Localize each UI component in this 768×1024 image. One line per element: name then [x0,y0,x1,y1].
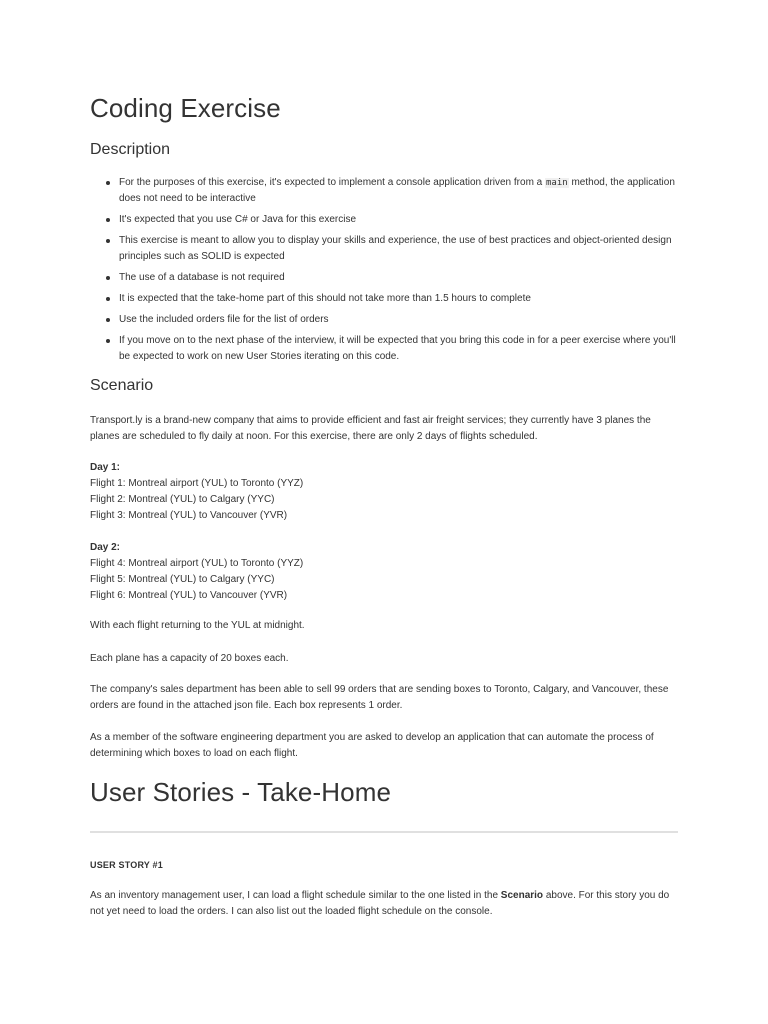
description-heading: Description [90,141,171,158]
list-item: This exercise is meant to allow you to display your skills and experience, the use of best practices and object-oriented design principles such as SOLID is expected [90,233,680,265]
flight-item: Flight 6: Montreal (YUL) to Vancouver (YVR) [90,590,288,601]
capacity-note: Each plane has a capacity of 20 boxes each. [90,653,289,664]
list-item: It is expected that the take-home part of this should not take more than 1.5 hours to complete [90,291,680,307]
bullet-text: method, the application does not need to be interactive [119,177,675,204]
day1-schedule [90,460,680,524]
return-note: With each flight returning to the YUL at midnight. [90,620,305,631]
scenario-intro: Transport.ly is a brand-new company that aims to provide efficient and fast air freight services; they currently have 3 planes the planes are scheduled to fly daily at noon. For this exercise, there are only 2 days of flights scheduled. [90,415,651,442]
sales-paragraph: The company's sales department has been able to sell 99 orders that are sending boxes to Toronto, Calgary, and Vancouver, these orders are found in the attached json file. Each box represents 1 order. [90,684,669,711]
story-text: As an inventory management user, I can load a flight schedule similar to the one listed in the [90,890,501,901]
flight-item: Flight 3: Montreal (YUL) to Vancouver (YVR) [90,510,288,521]
task-paragraph: As a member of the software engineering department you are asked to develop an application that can automate the process of determining which boxes to load on each flight. [90,732,654,759]
page-title: Coding Exercise [90,93,281,123]
inline-code: main [546,178,568,188]
list-item: Use the included orders file for the list of orders [90,312,680,328]
flight-item: Flight 4: Montreal airport (YUL) to Toronto (YYZ) [90,558,304,569]
day2-schedule [90,540,680,604]
scenario-heading: Scenario [90,377,154,394]
story-text: above. For this story you do not yet need to load the orders. I can also list out the loaded flight schedule on the console. [90,890,670,917]
scenario-ref: Scenario [500,890,544,901]
list-item: If you move on to the next phase of the interview, it will be expected that you bring this code in for a peer exercise where you'll be expected to work on new User Stories iterating on this code. [90,333,680,365]
flight-item: Flight 1: Montreal airport (YUL) to Toronto (YYZ) [90,478,304,489]
user-story-1-heading: USER STORY #1 [90,860,163,870]
day1-label: Day 1: [90,462,121,473]
bullet-text: For the purposes of this exercise, it's expected to implement a console application driven from a [119,177,546,188]
flight-item: Flight 5: Montreal (YUL) to Calgary (YYC) [90,574,275,585]
day2-label: Day 2: [90,542,121,553]
list-item: The use of a database is not required [90,270,680,286]
description-list [90,175,680,370]
user-story-1-text [90,888,680,920]
section-divider [90,831,678,833]
flight-item: Flight 2: Montreal (YUL) to Calgary (YYC) [90,494,275,505]
user-stories-title: User Stories - Take-Home [90,777,392,807]
list-item [90,175,680,207]
list-item: It's expected that you use C# or Java for this exercise [90,212,680,228]
